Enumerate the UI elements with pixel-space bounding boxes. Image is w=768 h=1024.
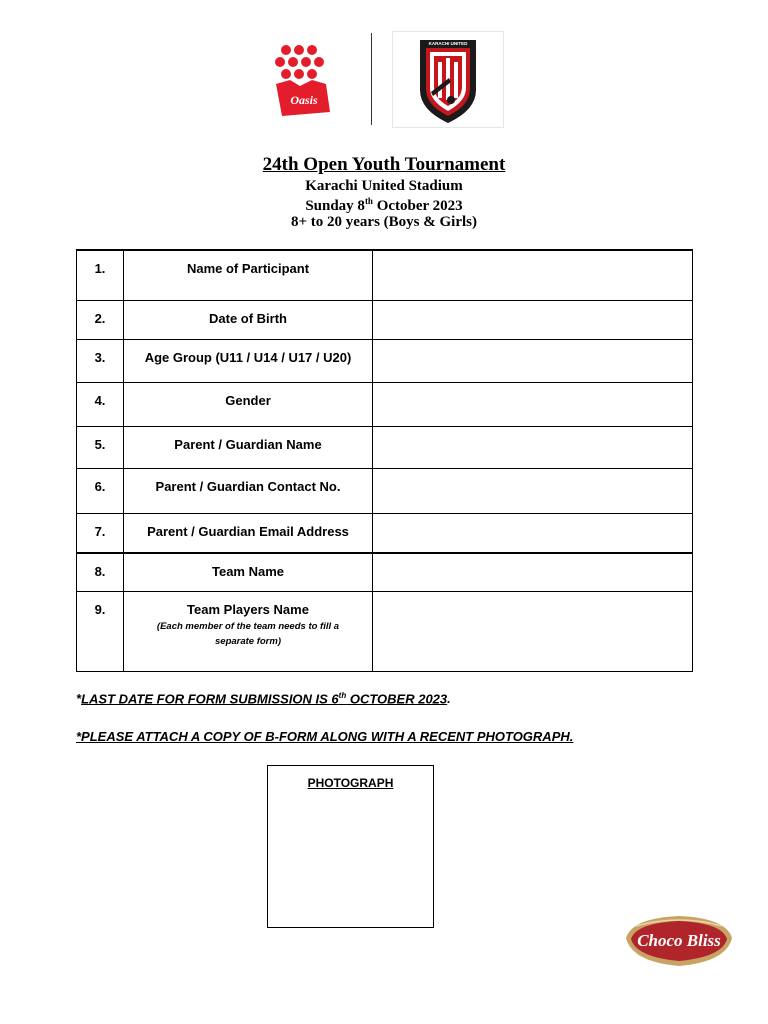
oasis-logo (272, 44, 336, 118)
row-number: 9. (77, 591, 124, 671)
date-of-birth-field[interactable] (373, 300, 693, 339)
photograph-box[interactable] (267, 765, 434, 928)
team-name-field[interactable] (373, 553, 693, 591)
team-players-field[interactable] (373, 591, 693, 671)
row-label: Parent / Guardian Name (124, 426, 373, 468)
logo-divider (371, 33, 372, 125)
choco-bliss-logo (622, 912, 736, 970)
row-number: 7. (77, 513, 124, 553)
row-number: 5. (77, 426, 124, 468)
row-label: Age Group (U11 / U14 / U17 / U20) (124, 339, 373, 382)
guardian-contact-field[interactable] (373, 468, 693, 513)
row-number: 4. (77, 382, 124, 426)
row-number: 1. (77, 250, 124, 300)
age-group-field[interactable] (373, 339, 693, 382)
participant-name-field[interactable] (373, 250, 693, 300)
date-line (0, 196, 768, 215)
row-number: 3. (77, 339, 124, 382)
karachi-united-crest (392, 31, 504, 128)
form-row (77, 513, 693, 553)
deadline-text: LAST DATE FOR FORM SUBMISSION IS 6 (81, 691, 339, 707)
deadline-period: . (447, 691, 451, 707)
row-note: (Each member of the team needs to fill a separate form) (156, 620, 340, 647)
deadline-star: * (76, 691, 82, 707)
form-row (77, 250, 693, 300)
guardian-email-field[interactable] (373, 513, 693, 553)
svg-text:Oasis: Oasis (290, 93, 318, 107)
form-row (77, 300, 693, 339)
row-number: 2. (77, 300, 124, 339)
form-row (77, 382, 693, 426)
date-sup: th (364, 196, 373, 206)
row-number: 6. (77, 468, 124, 513)
row-label: Parent / Guardian Contact No. (124, 468, 373, 513)
deadline-notice (76, 691, 451, 706)
form-row (77, 591, 693, 671)
date-suffix: October 2023 (372, 198, 463, 214)
deadline-sup: th (338, 691, 347, 700)
row-label-cell (124, 591, 373, 671)
form-row (77, 553, 693, 591)
age-range-line: 8+ to 20 years (Boys & Girls) (290, 214, 478, 230)
row-label: Team Name (124, 553, 373, 591)
row-label: Date of Birth (124, 300, 373, 339)
venue-line: Karachi United Stadium (305, 178, 463, 194)
row-label: Team Players Name (187, 601, 309, 617)
row-label: Parent / Guardian Email Address (124, 513, 373, 553)
row-label: Name of Participant (124, 250, 373, 300)
guardian-name-field[interactable] (373, 426, 693, 468)
date-prefix: Sunday 8 (305, 198, 365, 214)
row-number: 8. (77, 553, 124, 591)
gender-field[interactable] (373, 382, 693, 426)
registration-form-table (76, 249, 693, 672)
attach-notice: *PLEASE ATTACH A COPY OF B-FORM ALONG WITH A RECENT PHOTOGRAPH. (76, 729, 574, 744)
form-row (77, 468, 693, 513)
tournament-title: 24th Open Youth Tournament (262, 154, 506, 175)
deadline-tail: OCTOBER 2023 (346, 691, 448, 707)
row-label: Gender (124, 382, 373, 426)
form-row (77, 426, 693, 468)
svg-text:KARACHI UNITED: KARACHI UNITED (428, 41, 468, 46)
form-row (77, 339, 693, 382)
photograph-label: PHOTOGRAPH (307, 776, 394, 790)
svg-text:Choco Bliss: Choco Bliss (637, 931, 721, 950)
